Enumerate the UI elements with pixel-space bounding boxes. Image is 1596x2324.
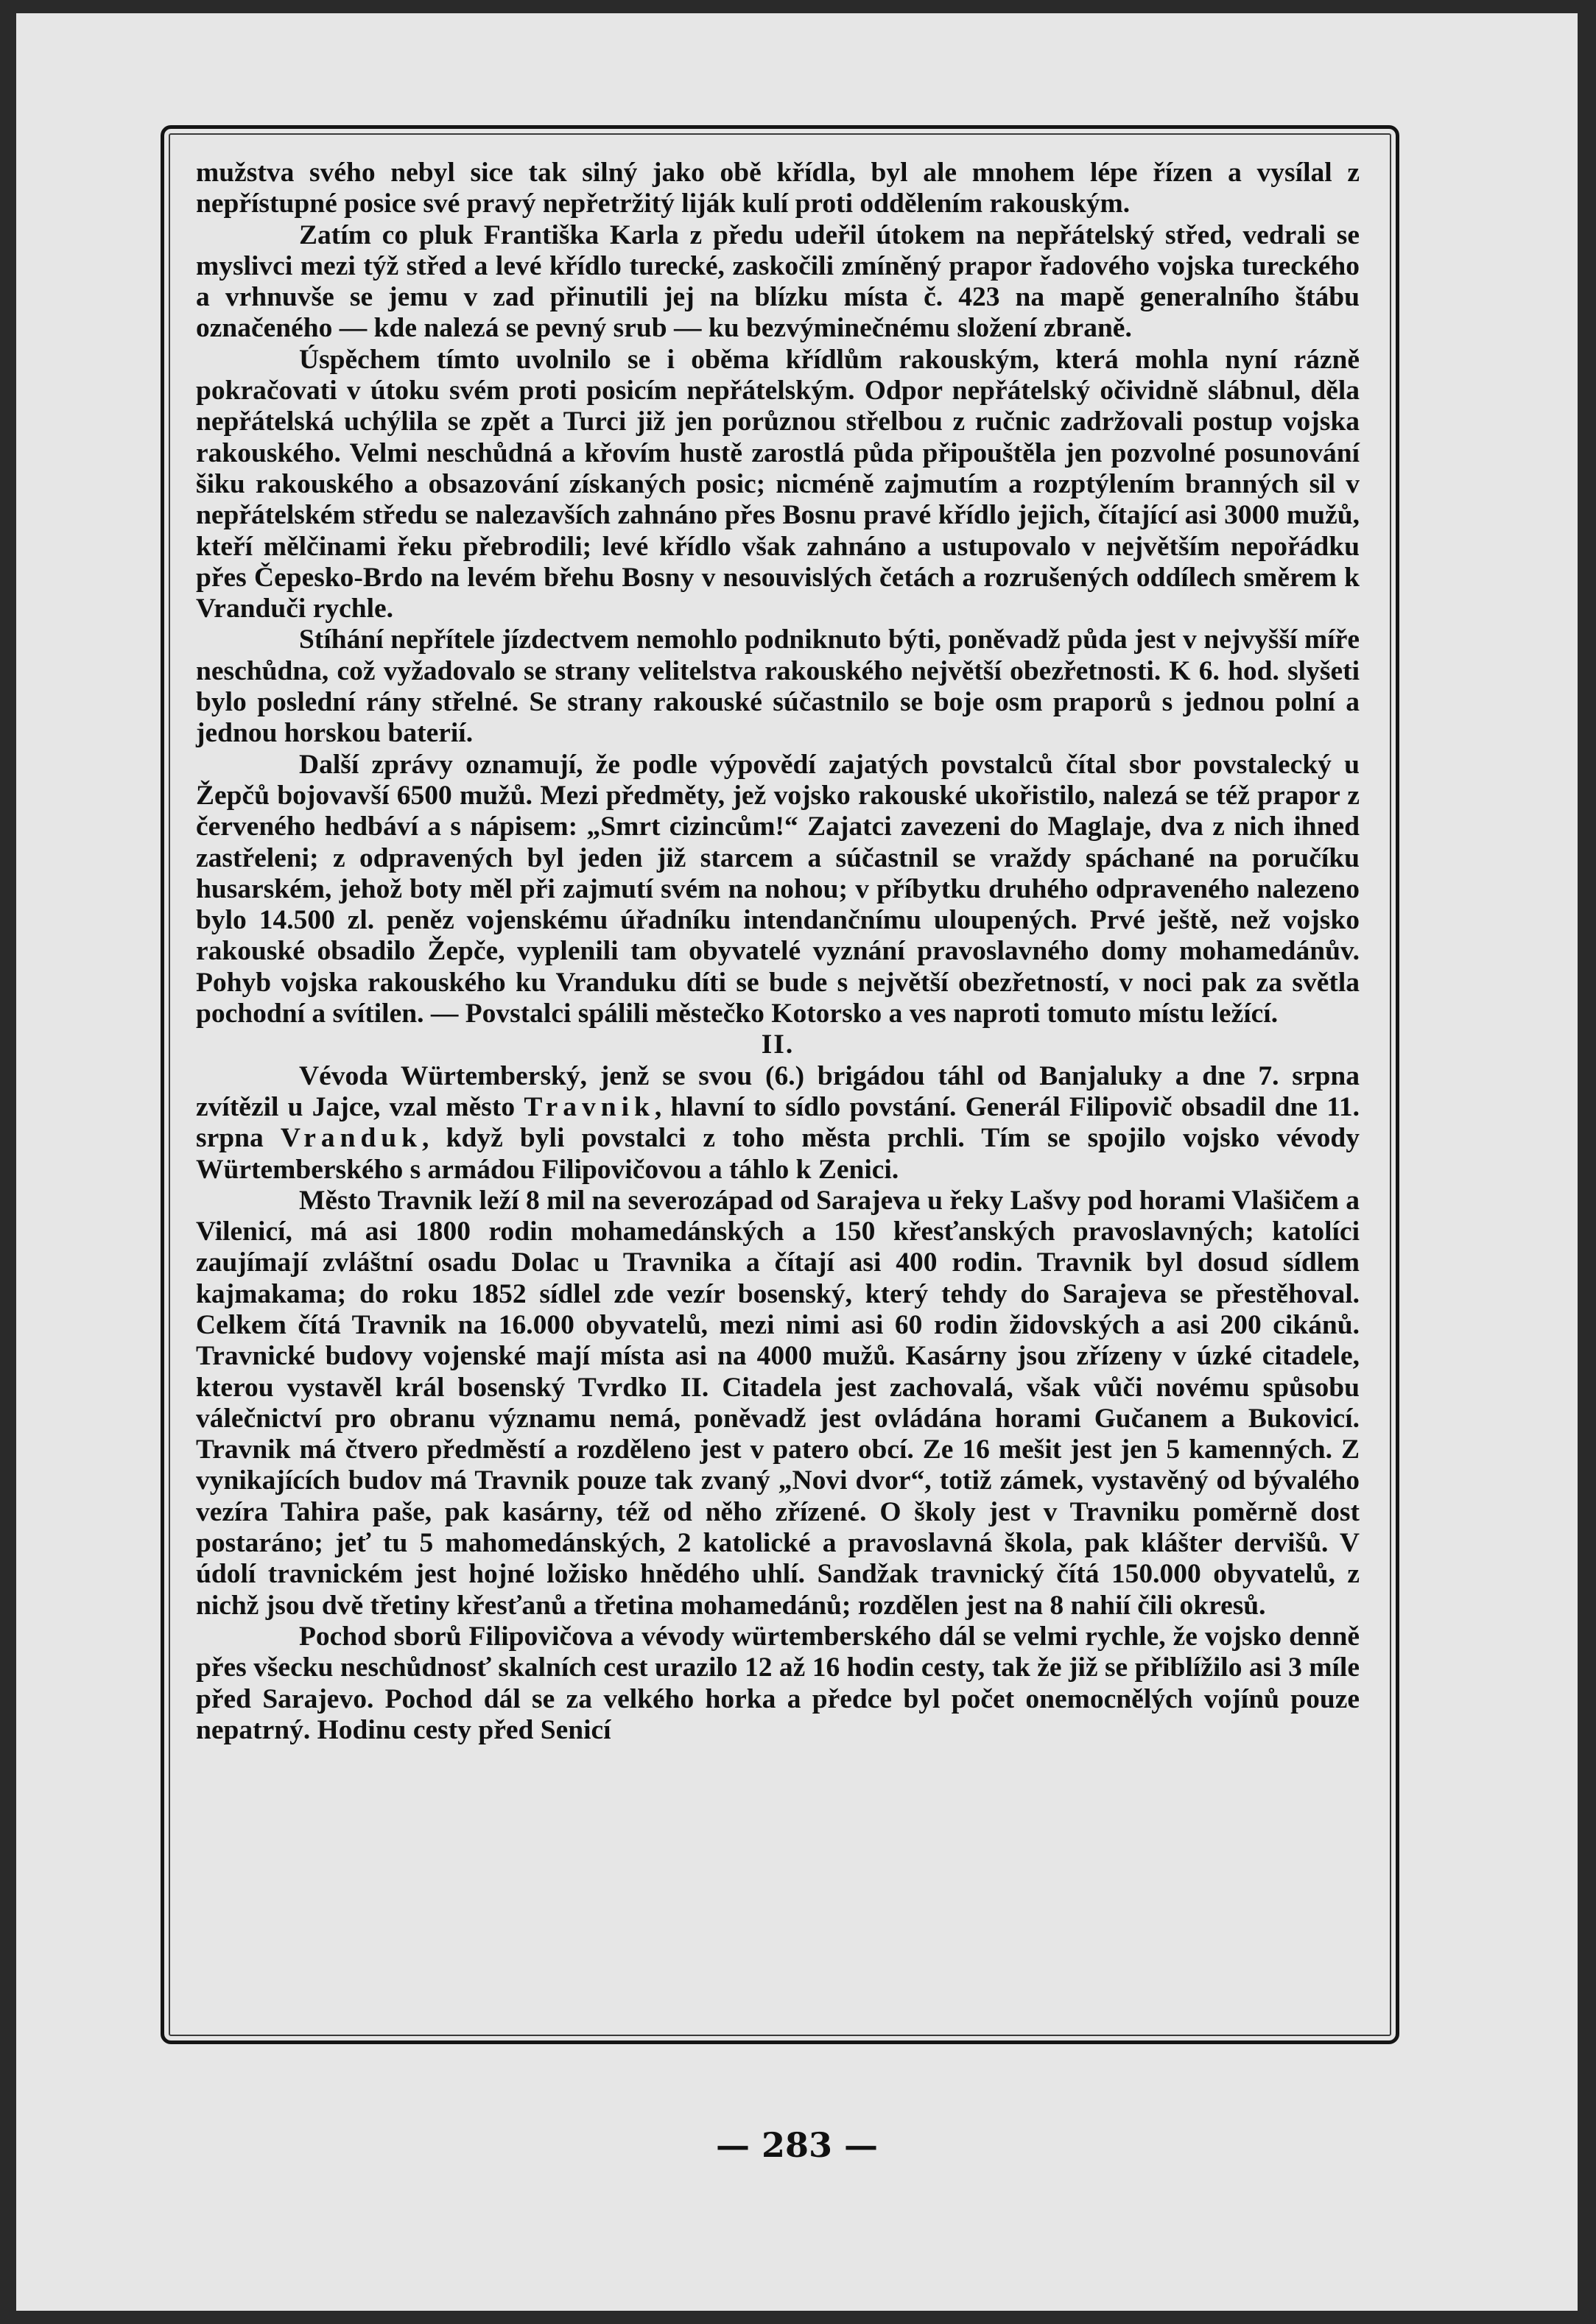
paragraph <box>196 1061 1360 1186</box>
text-run: Vévoda Würtemberský, jenž se svou (6.) brigádou táhl od Banjaluky a dne 7. srpna zvítězil u Jajce, vzal město <box>196 1060 1360 1122</box>
paragraph: Stíhání nepřítele jízdectvem nemohlo podniknuto býti, poněvadž půda jest v nejvyšší míře neschůdna, což vyžadovalo se strany velitelstva rakouského největší obezřetnosti. K 6. hod. slyšeti bylo poslední rány střelné. Se strany rakouské súčastnilo se boje osm praporů s jednou polní a jednou horskou baterií. <box>196 624 1360 749</box>
scanned-page <box>16 13 1578 2311</box>
paragraph: Pochod sborů Filipovičova a vévody würtemberského dál se velmi rychle, že vojsko denně přes všecku neschůdnosť skalních cest urazilo 12 až 16 hodin cesty, tak že již se přiblížilo asi 3 míle před Sarajevo. Pochod dál se za velkého horka a předce byl počet onemocnělých vojínů pouze nepatrný. Hodinu cesty před Senicí <box>196 1621 1360 1745</box>
paragraph: mužstva svého nebyl sice tak silný jako obě křídla, byl ale mnohem lépe řízen a vysílal z nepřístupné posice své pravý nepřetržitý liják kulí proti oddělením rakouským. <box>196 158 1360 219</box>
section-heading: II. <box>761 1029 795 1060</box>
page-number: — 283 — <box>715 2125 879 2165</box>
paragraph: Úspěchem tímto uvolnilo se i oběma křídlům rakouským, která mohla nyní rázně pokračovati v útoku svém proti posicím nepřátelským. Odpor nepřátelský očividně slábnul, děla nepřátelská uchýlila se zpět a Turci již jen porůznou střelbou z ručnic zadržovali postup vojska rakouského. Velmi neschůdná a křovím hustě zarostlá půda připouštěla jen pozvolné posunování šiku rakouského a obsazování získaných posic; nicméně zajmutím a rozptýlením branných sil v nepřátelském středu se nalezavších zahnáno přes Bosnu pravé křídlo jejich, čítající asi 3000 mužů, kteří mělčinami řeku přebrodili; levé křídlo však zahnáno a ustupovalo v největším nepořádku přes Čepesko-Brdo na levém břehu Bosny v nesouvislých četách a rozrušených oddílech směrem k Vranduči rychle. <box>196 344 1360 624</box>
paragraph: Zatím co pluk Františka Karla z předu udeřil útokem na nepřátelský střed, vedrali se myslivci mezi týž střed a levé křídlo turecké, zaskočili zmíněný prapor řadového vojska tureckého a vrhnuvše se jemu v zad přinutili jej na blízku místa č. 423 na mapě generalního štábu označeného — kde nalezá se pevný srub — ku bezvýminečnému složení zbraně. <box>196 219 1360 344</box>
place-name-spaced: Travnik <box>524 1091 655 1122</box>
text-run: , když byli povstalci z toho města prchli. Tím se spojilo vojsko vévody Würtemberského s armádou Filipovičovou a táhlo k Zenici. <box>196 1123 1360 1185</box>
body-text <box>196 158 1360 1746</box>
text-run: , hlavní to sídlo povstání. Generál Filipovič obsadil dne 11. srpna <box>196 1091 1360 1154</box>
paragraph: Město Travnik leží 8 mil na severozápad od Sarajeva u řeky Lašvy pod horami Vlašičem a Vilenicí, má asi 1800 rodin mohamedánských a 150 křesťanských pravoslavných; katolíci zaujímají zvláštní osadu Dolac u Travnika a čítají asi 400 rodin. Travnik byl dosud sídlem kajmakama; do roku 1852 sídlel zde vezír bosenský, který tehdy do Sarajeva se přestěhoval. Celkem čítá Travnik na 16.000 obyvatelů, mezi nimi asi 60 rodin židovských a asi 200 cikánů. Travnické budovy vojenské mají místa asi na 4000 mužů. Kasárny jsou zřízeny v úzké citadele, kterou vystavěl král bosenský Tvrdko II. Citadela jest zachovalá, však vůči novému spůsobu válečnictví pro obranu významu nemá, poněvadž jest ovládána horami Gučanem a Bukovicí. Travnik má čtvero předměstí a rozděleno jest v patero obcí. Ze 16 mešit jest jen 5 kamenných. Z vynikajících budov má Travnik pouze tak zvaný „Novi dvor“, totiž zámek, vystavěný od bývalého vezíra Tahira paše, pak kasárny, též od něho zřízené. O školy jest v Travniku poměrně dost postaráno; jeť tu 5 mahomedánských, 2 katolické a pravoslavná škola, pak klášter dervišů. V údolí travnickém jest hojné ložisko hnědého uhlí. Sandžak travnický čítá 150.000 obyvatelů, z nichž jsou dvě třetiny křesťanů a třetina mohamedánů; rozdělen jest na 8 nahií čili okresů. <box>196 1185 1360 1621</box>
paragraph: Další zprávy oznamují, že podle výpovědí zajatých povstalců čítal sbor povstalecký u Žepčů bojovavší 6500 mužů. Mezi předměty, jež vojsko rakouské ukořistilo, nalezá se též prapor z červeného hedbáví a s nápisem: „Smrt cizincům!“ Zajatci zavezeni do Maglaje, dva z nich ihned zastřeleni; z odpravených byl jeden již starcem a súčastnil se vraždy spáchané na poručíku husarském, jehož boty měl při zajmutí svém na nohou; v příbytku druhého odpraveného nalezeno bylo 14.500 zl. peněz vojenskému úřadníku intendančnímu uloupených. Prvé ještě, než vojsko rakouské obsadilo Žepče, vyplenili tam obyvatelé vyznání pravoslavného domy mohamedánův. Pohyb vojska rakouského ku Vranduku díti se bude s největší obezřetností, v noci pak za světla pochodní a svítilen. — Povstalci spálili městečko Kotorsko a ves naproti tomuto místu ležící. <box>196 749 1360 1029</box>
place-name-spaced: Vranduk <box>280 1123 423 1154</box>
